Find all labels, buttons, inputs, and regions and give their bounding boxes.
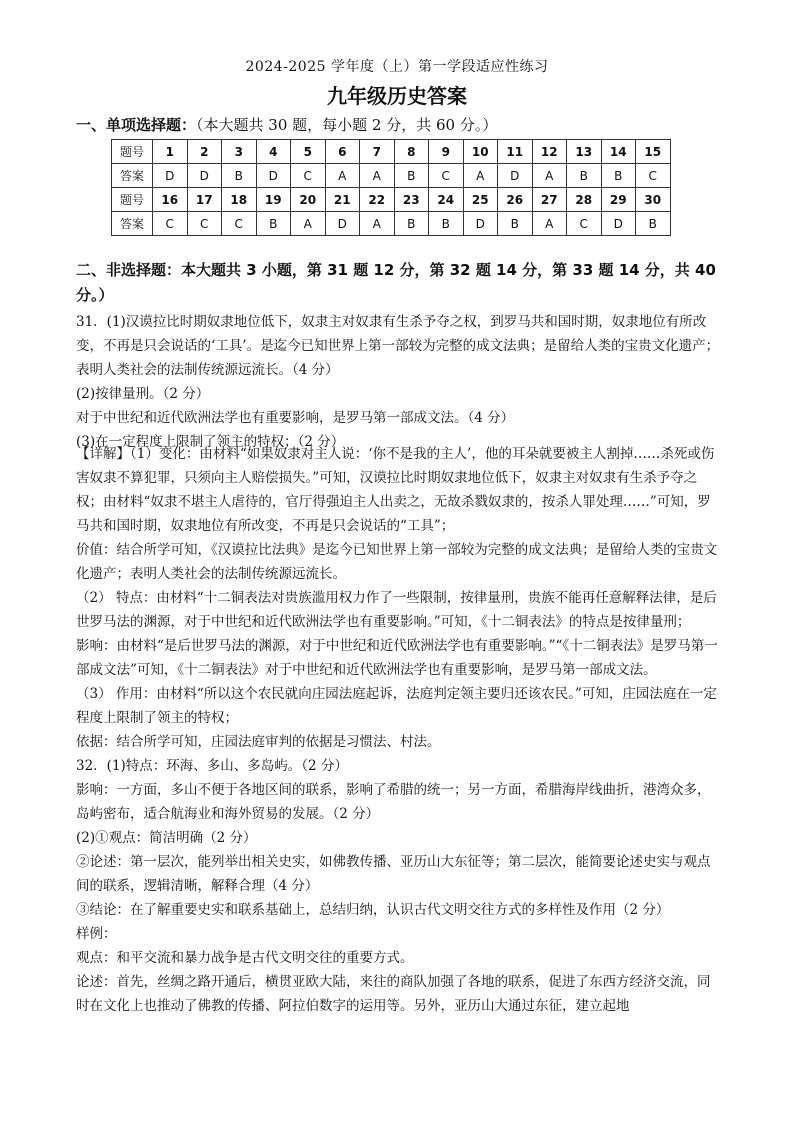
question-number: 26	[498, 188, 533, 212]
question-number: 13	[567, 140, 602, 164]
answer-table	[111, 139, 671, 236]
table-row	[112, 212, 671, 236]
answer-cell: B	[394, 212, 429, 236]
question-number: 21	[325, 188, 360, 212]
detail-paragraph: 依据：结合所学可知，庄园法庭审判的依据是习惯法、村法。	[76, 734, 441, 750]
answer-cell: C	[222, 212, 257, 236]
question-number: 12	[532, 140, 567, 164]
q31-part1-answer: 31．(1)汉谟拉比时期奴隶地位低下，奴隶主对奴隶有生杀予夺之权，到罗马共和国时期，奴隶地位有所改变，不再是只会说话的‘工具’。是迄今已知世界上第一部较为完整的成文法典；是留给人类的宝贵文化遗产；表明人类社会的法制传统源远流长。（4 分）	[76, 314, 720, 378]
question-number: 6	[325, 140, 360, 164]
answer-cell: D	[325, 212, 360, 236]
question-number-label: 题号	[112, 188, 153, 212]
answer-cell: D	[463, 212, 498, 236]
answer-label: 答案	[112, 164, 153, 188]
answer-cell: B	[222, 164, 257, 188]
answer-cell: D	[498, 164, 533, 188]
question-number: 1	[153, 140, 188, 164]
question-number: 24	[429, 188, 464, 212]
answer-cell: A	[463, 164, 498, 188]
answer-cell: A	[360, 164, 395, 188]
q31-part2-impact: 对于中世纪和近代欧洲法学也有重要影响，是罗马第一部成文法。（4 分）	[76, 410, 515, 426]
exam-title: 2024-2025 学年度（上）第一学段适应性练习	[245, 59, 549, 75]
detail-paragraph: 影响：由材料“是后世罗马法的渊源，对于中世纪和近代欧洲法学也有重要影响。”“《十二铜表法》是罗马第一部成文法”可知，《十二铜表法》对于中世纪和近代欧洲法学也有重要影响，是罗马第一部成文法。	[76, 638, 718, 678]
q32-part2-conclusion: ③结论：在了解重要史实和联系基础上，总结归纳，认识古代文明交往方式的多样性及作用（2 分）	[76, 902, 670, 918]
answer-cell: D	[187, 164, 222, 188]
answer-cell: A	[532, 164, 567, 188]
q31-part2-answer: (2)按律量刑。（2 分）	[76, 386, 210, 402]
question-number: 2	[187, 140, 222, 164]
q32-example-label: 样例：	[76, 926, 117, 942]
question-number: 20	[291, 188, 326, 212]
detail-paragraph: 【详解】（1）变化：由材料“如果奴隶对主人说：‘你不是我的主人’，他的耳朵就要被主人割掉……杀死或伤害奴隶不算犯罪，只须向主人赔偿损失。”可知，汉谟拉比时期奴隶地位低下，奴隶主对奴隶有生杀予夺之权；由材料“奴隶不堪主人虐待的，官厅得强迫主人出卖之，无故杀戮奴隶的，按杀人罪处理……”可知，罗马共和国时期，奴隶地位有所改变，不再是只会说话的“工具”；	[76, 446, 715, 534]
detail-explanation	[76, 442, 721, 1018]
section1-note: （本大题共 30 题，每小题 2 分，共 60 分。）	[196, 116, 498, 134]
answer-cell: D	[601, 212, 636, 236]
answer-cell: B	[601, 164, 636, 188]
answer-cell: D	[256, 164, 291, 188]
question-number: 7	[360, 140, 395, 164]
q32-example-view: 观点：和平交流和暴力战争是古代文明交往的重要方式。	[76, 950, 414, 966]
q31-part3-answer: (3)在一定程度上限制了领主的特权；（2 分）	[76, 434, 345, 450]
q32-part2-view: (2)①观点：简洁明确（2 分）	[76, 830, 257, 846]
question-number: 19	[256, 188, 291, 212]
table-row	[112, 140, 671, 164]
section1-heading	[76, 114, 497, 135]
question-number: 4	[256, 140, 291, 164]
section1-label: 一、单项选择题：	[76, 116, 197, 134]
detail-paragraph: 价值：结合所学可知，《汉谟拉比法典》是迄今已知世界上第一部较为完整的成文法典；是留给人类的宝贵文化遗产；表明人类社会的法制传统源远流长。	[76, 542, 718, 582]
q32-part1-answer: 32．(1)特点：环海、多山、多岛屿。（2 分）	[76, 758, 348, 774]
question-number: 17	[187, 188, 222, 212]
question-number: 16	[153, 188, 188, 212]
table-row	[112, 188, 671, 212]
question-number: 18	[222, 188, 257, 212]
question-number: 9	[429, 140, 464, 164]
question-number: 10	[463, 140, 498, 164]
q32-part2-argument: ②论述：第一层次，能列举出相关史实，如佛教传播、亚历山大东征等；第二层次，能简要论述史实与观点间的联系，逻辑清晰，解释合理（4 分）	[76, 854, 711, 894]
question-number: 25	[463, 188, 498, 212]
answer-cell: A	[291, 212, 326, 236]
table-row	[112, 164, 671, 188]
question-number: 3	[222, 140, 257, 164]
answer-cell: D	[153, 164, 188, 188]
question-number: 27	[532, 188, 567, 212]
answer-cell: B	[394, 164, 429, 188]
answer-cell: A	[360, 212, 395, 236]
question-number: 22	[360, 188, 395, 212]
answer-cell: B	[429, 212, 464, 236]
answer-label: 答案	[112, 212, 153, 236]
answer-sheet-title: 九年级历史答案	[327, 84, 467, 108]
question-number: 11	[498, 140, 533, 164]
question-number: 29	[601, 188, 636, 212]
answer-cell: B	[256, 212, 291, 236]
answer-cell: C	[187, 212, 222, 236]
answer-cell: B	[636, 212, 671, 236]
question-number: 28	[567, 188, 602, 212]
question-number-label: 题号	[112, 140, 153, 164]
question-number: 15	[636, 140, 671, 164]
section2-heading: 二、非选择题：本大题共 3 小题，第 31 题 12 分，第 32 题 14 分，第 33 题 14 分，共 40 分。）	[76, 261, 716, 304]
question-number: 5	[291, 140, 326, 164]
question-number: 8	[394, 140, 429, 164]
detail-paragraph: （2） 特点：由材料“十二铜表法对贵族滥用权力作了一些限制，按律量刑，贵族不能再任意解释法律，是后世罗马法的渊源，对于中世纪和近代欧洲法学也有重要影响。”可知，《十二铜表法》的特点是按律量刑；	[76, 590, 717, 630]
answer-cell: C	[636, 164, 671, 188]
answers-q31	[76, 310, 721, 454]
answer-cell: B	[567, 164, 602, 188]
detail-paragraph: （3） 作用：由材料“所以这个农民就向庄园法庭起诉，法庭判定领主要归还该农民。”可知，庄园法庭在一定程度上限制了领主的特权；	[76, 686, 717, 726]
answer-cell: B	[498, 212, 533, 236]
answer-cell: C	[291, 164, 326, 188]
answer-cell: C	[153, 212, 188, 236]
answer-cell: C	[567, 212, 602, 236]
question-number: 30	[636, 188, 671, 212]
q32-example-argument: 论述：首先，丝绸之路开通后，横贯亚欧大陆，来往的商队加强了各地的联系，促进了东西方经济交流，同时在文化上也推动了佛教的传播、阿拉伯数字的运用等。另外，亚历山大通过东征，建立起地	[76, 974, 711, 1014]
answer-cell: C	[429, 164, 464, 188]
question-number: 23	[394, 188, 429, 212]
question-number: 14	[601, 140, 636, 164]
answer-cell: A	[532, 212, 567, 236]
q32-part1-impact: 影响：一方面，多山不便于各地区间的联系，影响了希腊的统一；另一方面，希腊海岸线曲折，港湾众多，岛屿密布，适合航海业和海外贸易的发展。（2 分）	[76, 782, 711, 822]
answer-cell: A	[325, 164, 360, 188]
